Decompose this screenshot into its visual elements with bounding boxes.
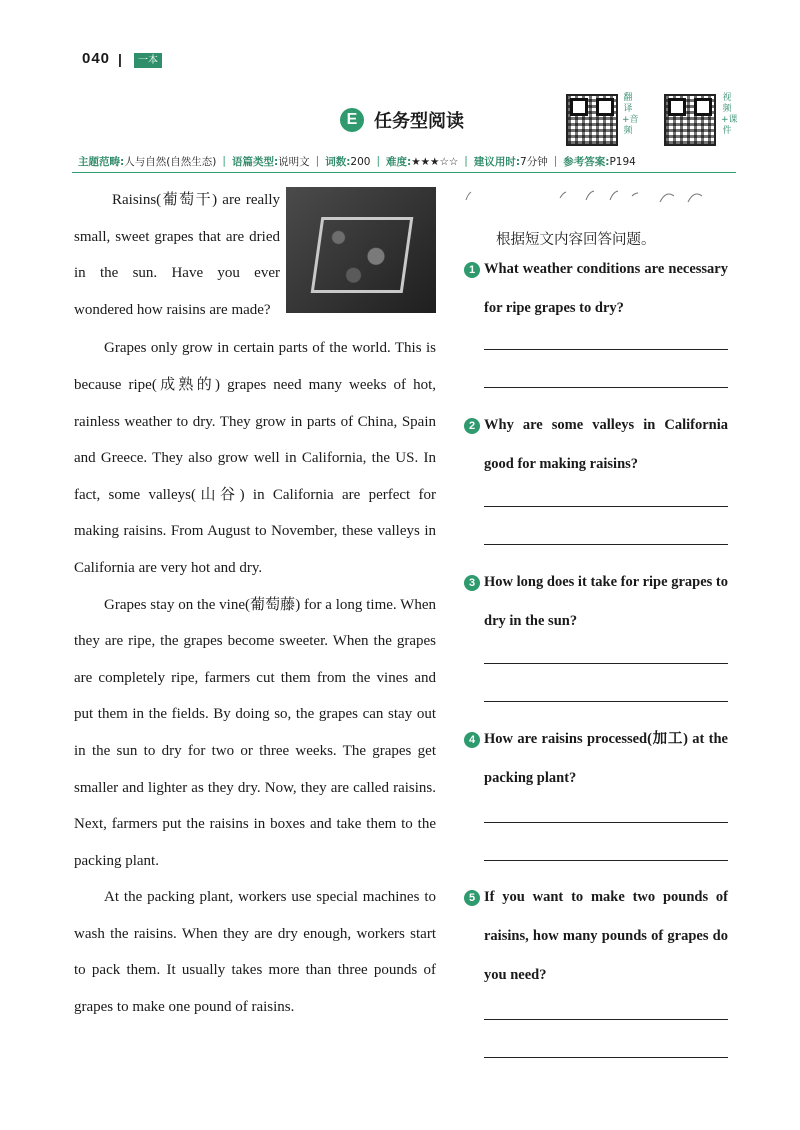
answer-line[interactable] (484, 663, 728, 664)
question-text: How long does it take for ripe grapes to dry in the sun? (484, 574, 728, 629)
question-text: Why are some valleys in California good for making raisins? (484, 417, 728, 472)
question-5 (464, 888, 728, 995)
questions-section (464, 228, 728, 983)
answer-line[interactable] (484, 822, 728, 823)
qr-code-video[interactable] (664, 94, 716, 146)
header-separator: | (118, 51, 122, 67)
passage-paragraph-4: At the packing plant, workers use special machines to wash the raisins. When they are dry enough, workers start to pack them. It usually takes more than three pounds of grapes to make one pound of raisins. (74, 889, 436, 1016)
passage-paragraph-1-start (74, 182, 280, 328)
answer-line[interactable] (484, 1057, 728, 1058)
question-3 (464, 573, 728, 641)
brand-logo: 一本 (134, 53, 162, 68)
meta-info-bar: 主题范畴:人与自然(自然生态) | 语篇类型:说明文 | 词数:200 | 难度:★★★☆☆ | 建议用时:7分钟 | 参考答案:P194 (72, 150, 736, 173)
question-4 (464, 730, 728, 798)
meta-difficulty: 难度:★★★☆☆ (386, 155, 459, 168)
meta-time: 建议用时:7分钟 (473, 155, 548, 168)
qr-label-translation: 翻译+音频 (622, 93, 639, 136)
question-1 (464, 260, 728, 328)
meta-word-count: 词数:200 (325, 155, 371, 168)
answer-line[interactable] (484, 387, 728, 388)
meta-answer-ref: 参考答案:P194 (563, 155, 636, 168)
answer-line[interactable] (484, 349, 728, 350)
meta-theme: 主题范畴:人与自然(自然生态) (78, 155, 217, 168)
question-number: 2 (464, 418, 480, 434)
page-number: 040 (82, 50, 111, 67)
answer-line[interactable] (484, 860, 728, 861)
section-badge: E (340, 108, 364, 132)
questions-instruction: 根据短文内容回答问题。 (496, 232, 656, 248)
answer-line[interactable] (484, 544, 728, 545)
section-title (340, 107, 464, 133)
question-text: How are raisins processed(加工) at the packing plant? (484, 731, 728, 786)
question-number: 3 (464, 575, 480, 591)
section-title-text: 任务型阅读 (374, 111, 464, 132)
decorative-wave (462, 186, 732, 206)
passage-paragraph-2: Grapes only grow in certain parts of the world. This is because ripe(成熟的) grapes need many weeks of hot, rainless weather to dry. They grow in parts of China, Spain and Greece. They also grow well in California, the US. In fact, some valleys(山谷) in California are perfect for making raisins. From August to November, these valleys in California are very hot and dry. (74, 340, 436, 576)
answer-line[interactable] (484, 506, 728, 507)
qr-label-video: 视频+课件 (721, 93, 738, 136)
answer-line[interactable] (484, 701, 728, 702)
question-number: 4 (464, 732, 480, 748)
question-2 (464, 416, 728, 484)
question-text: If you want to make two pounds of raisins, how many pounds of grapes do you need? (484, 889, 728, 983)
question-number: 5 (464, 890, 480, 906)
qr-code-translation[interactable] (566, 94, 618, 146)
answer-line[interactable] (484, 1019, 728, 1020)
passage-paragraph-1: Raisins(葡萄干) are really small, sweet grapes that are dried in the sun. Have you ever wondered how raisins are made? (74, 192, 280, 318)
passage-paragraph-3: Grapes stay on the vine(葡萄藤) for a long time. When they are ripe, the grapes become sweeter. When the grapes are completely ripe, farmers cut them from the vines and put them in the fields. By doing so, the grapes can stay out in the sun to dry for two or three weeks. The grapes get smaller and lighter as they dry. Now, they are called raisins. Next, farmers put the raisins in boxes and take them to the packing plant. (74, 596, 436, 869)
question-number: 1 (464, 262, 480, 278)
meta-genre: 语篇类型:说明文 (231, 155, 310, 168)
question-text: What weather conditions are necessary for ripe grapes to dry? (484, 261, 728, 316)
reading-passage (74, 182, 436, 1026)
